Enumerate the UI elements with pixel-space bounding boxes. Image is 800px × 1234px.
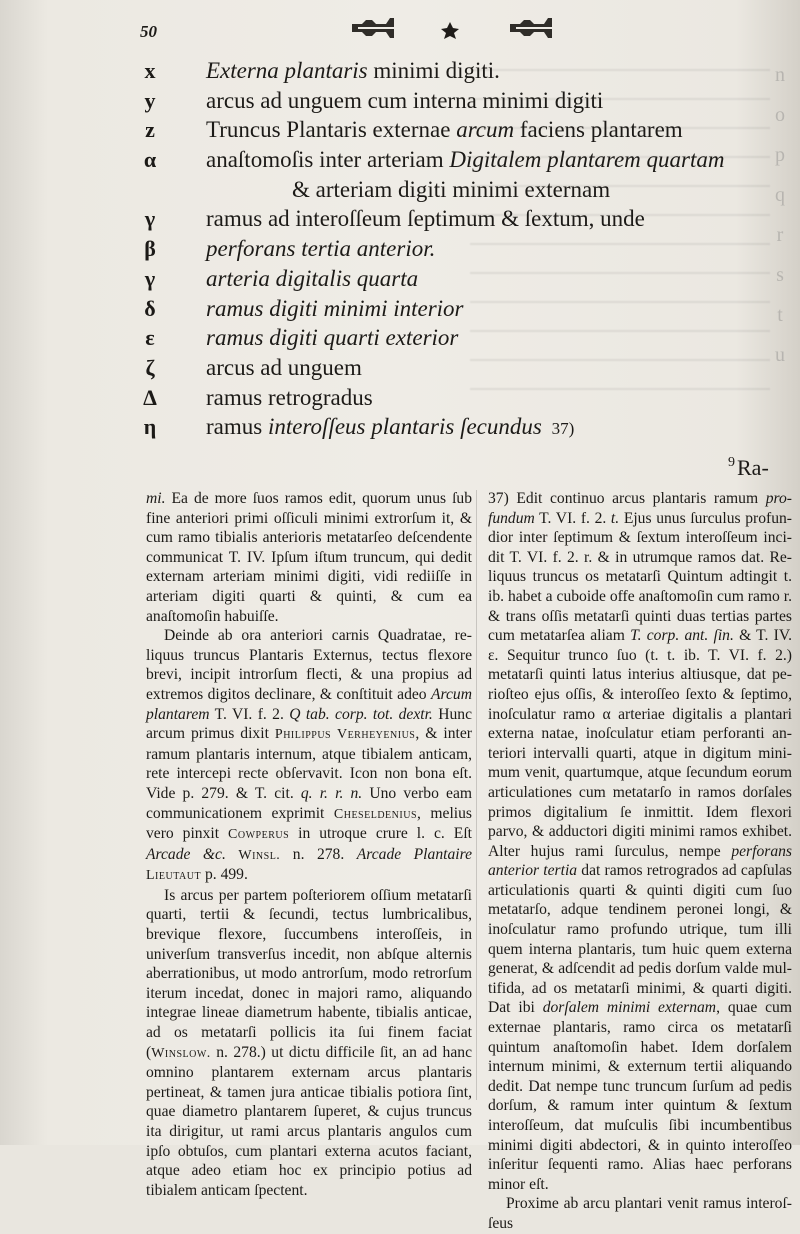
legend-entry — [140, 115, 780, 145]
legend-entry — [140, 412, 780, 442]
legend-text: Externa plantaris minimi digiti. — [206, 58, 500, 83]
figure-legend — [140, 56, 780, 442]
legend-text: Truncus Plantaris externae arcum faciens plantarem — [206, 117, 683, 143]
legend-text: anaſtomoſis inter arteriam Digitalem plantarem quartam — [206, 147, 725, 173]
ghost-letter: t — [777, 304, 783, 326]
paragraph: mi. Ea de more ſuos ramos edit, quorum unus ſub fine anteriori primi oſſiculi minimi extrorſum it, & cum ramo tibialis anterioris metatarſeo deſcendente communicat T. IV. Ipſum iſtum truncum, qui dedit externam arteriam minimi digiti, vidi rediiſſe in arteriam digiti quarti & quinti, & cum ea anaſtomoſin habuiſſe. — [146, 490, 472, 625]
ghost-letter: n — [775, 64, 785, 86]
catchword-mark: 9 — [728, 455, 735, 470]
right-text-column — [488, 489, 792, 1234]
legend-key: Δ — [143, 384, 157, 410]
left-text-column — [146, 489, 472, 1200]
legend-key: x — [144, 58, 156, 83]
legend-text: perforans tertia anterior. — [206, 236, 436, 262]
paragraph: 37) Edit continuo arcus plantaris ramum profundum T. VI. f. 2. t. Ejus unus ſurculus profundior inter ſeptimum & ſextum interoſſeum incidit T. VI. f. 2. r. & in utrumque ramos dat. Reliquus truncus os metatarſi Quintum adtingit t. ib. habet a cuboide offe anaſtomoſin cum ramo r. & trans oſſis metatarſi quinti duas tertias partes cum metatarſea aliam T. corp. ant. ſin. & T. IV. ε. Sequitur trunco ſuo (t. t. ib. T. VI. f. 2.) metatarſi quinti latus interius altiusque, dat perioſteo ejus oſſis, & interoſſeo ſexto & ſeptimo, inoſculatur ramo α arteriae digitalis a plantari externa natae, inoſculatur etiam perforanti anteriori intervalli quarti, atque in digitum minimum venit, quartumque, atque ſecundum eorum articulationes cum metatarſo in ramos dorſales primos digitalium ſe inmittit. Idem flexori parvo, & adductori digiti minimi ramos exhibet. Alter hujus rami ſurculus, nempe perforans anterior tertia dat ramos retrogrados ad capſulas articulationis quarti & quinti digiti cum ſuo metatarſo, adque tendinem peronei longi, & inoſculatur ramo profundo utrique, tum illi quem interna plantaris, tum huic quem externa generat, & adſcendit ad pedis dorſum valde multifida, ad os metatarſi minimi, & quarti digiti. Dat ibi dorſalem minimi externam, quae cum externae plantaris, ramo circa os metatarſi quintum anaſtomoſin habet. Idem dorſalem internum minimi, & externum tertii aliquando dedit. Dat nempe tunc truncum ſurſum ad pedis dorſum, & ramum inter quintum & ſextum interoſſeum, dat muſculis ſibi incumbentibus minimi digiti abdectori, & in quinto interoſſeo inſeritur ſequenti ramo. Alias haec perforans minor eſt. — [488, 490, 792, 1193]
legend-key: γ — [144, 265, 156, 291]
legend-entry — [140, 234, 780, 264]
legend-entry — [140, 204, 780, 234]
catchword — [728, 455, 769, 481]
legend-entry — [140, 175, 780, 205]
legend-key: β — [144, 236, 156, 262]
printers-ornament-icon — [350, 14, 570, 44]
ghost-letter: p — [775, 144, 785, 166]
legend-key: α — [143, 147, 157, 173]
legend-entry — [140, 383, 780, 413]
legend-key: ε — [145, 325, 155, 351]
paragraph: Is arcus per partem poſteriorem oſſium metatarſi quarti, tertii & ſecundi, tectus lumbricalibus, brevique flexore, ſuccumbens interoſſeis, in univerſum transverſus incedit, non abſque alternis aberrationibus, ut modo antrorſum, modo retrorſum iterum incedat, donec in majori ramo, aliquando integrae lineae diametrum habente, tibialis anticae, ad os metatarſi pollicis ita ſui finem faciat (Winslow. n. 278.) ut dictu difficile ſit, an ad hanc omnino plantarem externam arcus plantaris pertineat, & tamen jura anticae tibialis potiora ſint, quae diametro plantarem ſuperet, & cujus truncus ita dirigitur, ut rami arcus plantaris angulos cum ipſo obtuſos, cum plantari externa acutos faciant, atque adeo etiam hoc ex principio potius ad tibialem anticam ſpectent. — [146, 886, 472, 1199]
legend-text: ramus digiti minimi interior — [206, 295, 464, 321]
ghost-letter: s — [776, 264, 784, 286]
legend-entry — [140, 353, 780, 383]
paragraph: Deinde ab ora anteriori carnis Quadratae, reliquus truncus Plantaris Externus, tectus flexore brevi, incipit introrſum flecti, & una propius ad extremos digitos declinare, & conſtituit adeo Arcum plantarem T. VI. f. 2. Q tab. corp. tot. dextr. Hunc arcum primus dixit Philippus Verheyenius, & inter ramum plantaris internum, atque tibialem anticam, rete intercepi recte obſervavit. Icon non bona eſt. Vide p. 279. & T. cit. q. r. r. n. Uno verbo eam communicationem exprimit Cheseldenius, melius vero pinxit Cowperus in utroque crure l. c. Eſt Arcade &c. Winsl. n. 278. Arcade Plantaire Lieutaut p. 499. — [146, 627, 472, 884]
paragraph: Proxime ab arcu plantari venit ramus interoſſeus — [488, 1195, 792, 1232]
legend-text: arteria digitalis quarta — [206, 265, 419, 291]
legend-entry — [140, 145, 780, 175]
legend-key: δ — [144, 295, 156, 321]
legend-entry — [140, 294, 780, 324]
legend-text: ramus digiti quarti exterior — [206, 325, 459, 351]
legend-entry — [140, 86, 780, 116]
legend-key: ζ — [145, 354, 155, 380]
legend-entry — [140, 56, 780, 86]
legend-text: ramus ad interoſſeum ſeptimum & ſextum, unde — [206, 206, 645, 232]
legend-key: γ — [144, 206, 156, 232]
legend-key: η — [143, 414, 157, 440]
ghost-letter: u — [775, 344, 785, 366]
catchword-text: Ra- — [737, 455, 769, 480]
legend-text: arcus ad unguem cum interna minimi digiti — [206, 87, 604, 113]
legend-key: y — [144, 87, 156, 113]
ghost-letter: o — [775, 104, 785, 126]
legend-text: ramus interoſſeus plantaris ſecundus 37) — [206, 414, 575, 440]
ghost-letter: q — [775, 184, 785, 206]
legend-key: z — [145, 117, 155, 143]
legend-entry — [140, 323, 780, 353]
legend-text: ramus retrogradus — [206, 384, 373, 410]
legend-text: & arteriam digiti minimi externam — [292, 176, 611, 202]
ghost-letter: r — [776, 224, 784, 246]
legend-entry — [140, 264, 780, 294]
column-divider — [476, 490, 477, 1100]
page-number: 50 — [140, 22, 157, 41]
legend-text: arcus ad unguem — [206, 354, 362, 380]
